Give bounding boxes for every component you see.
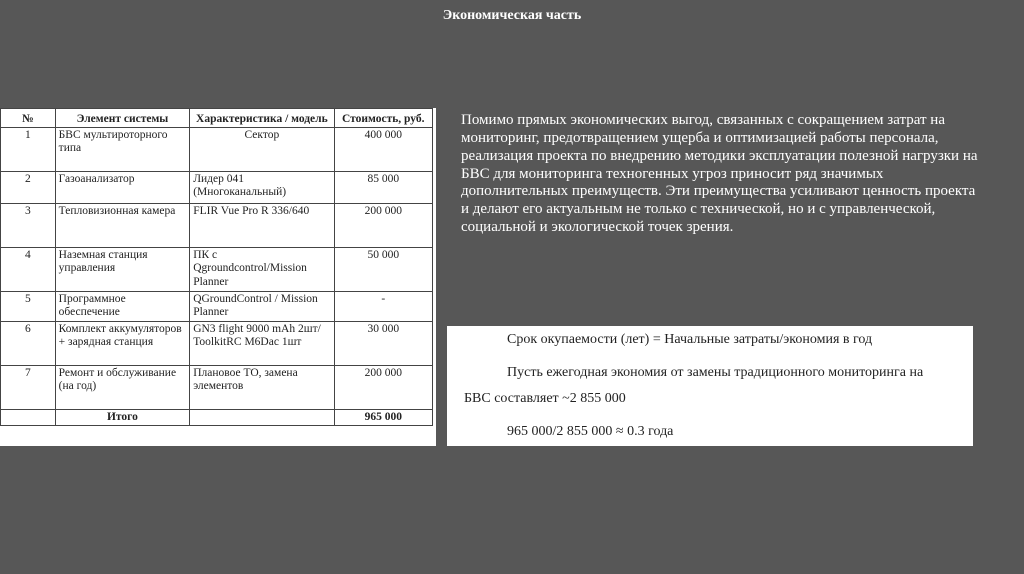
- header-model: Характеристика / модель: [190, 109, 334, 128]
- row-element: Тепловизионная камера: [55, 204, 190, 248]
- row-model: Плановое ТО, замена элементов: [190, 365, 334, 409]
- row-model: FLIR Vue Pro R 336/640: [190, 204, 334, 248]
- total-value: 965 000: [334, 409, 432, 425]
- row-cost: 400 000: [334, 128, 432, 172]
- table-row: [1, 204, 433, 248]
- table-row: [1, 172, 433, 204]
- row-element: Наземная станция управления: [55, 248, 190, 292]
- row-num: 4: [1, 248, 56, 292]
- formula-line: Срок окупаемости (лет) = Начальные затраты/экономия в год: [507, 332, 873, 347]
- row-num: 5: [1, 292, 56, 321]
- row-model: ПК с Qgroundcontrol/Mission Planner: [190, 248, 334, 292]
- row-cost: 200 000: [334, 204, 432, 248]
- row-num: 1: [1, 128, 56, 172]
- row-model: QGroundControl / Mission Planner: [190, 292, 334, 321]
- formula-result: 965 000/2 855 000 ≈ 0.3 года: [507, 424, 674, 439]
- row-element: Газоанализатор: [55, 172, 190, 204]
- formula-line: Пусть ежегодная экономия от замены традиционного мониторинга на: [507, 365, 924, 380]
- row-element: Программное обеспечение: [55, 292, 190, 321]
- total-model-cell: [190, 409, 334, 425]
- table-row: [1, 248, 433, 292]
- header-num: №: [1, 109, 56, 128]
- cost-table: [0, 108, 433, 426]
- cost-table-panel: [0, 108, 436, 446]
- row-cost: 30 000: [334, 321, 432, 365]
- row-element: Ремонт и обслуживание (на год): [55, 365, 190, 409]
- table-total-row: [1, 409, 433, 425]
- formula-line: БВС составляет ~2 855 000: [464, 391, 626, 406]
- row-num: 7: [1, 365, 56, 409]
- total-num-cell: [1, 409, 56, 425]
- row-num: 6: [1, 321, 56, 365]
- slide-title: Экономическая часть: [442, 8, 582, 23]
- table-row: [1, 321, 433, 365]
- table-row: [1, 365, 433, 409]
- row-cost: -: [334, 292, 432, 321]
- table-row: [1, 128, 433, 172]
- row-cost: 50 000: [334, 248, 432, 292]
- row-num: 3: [1, 204, 56, 248]
- total-label: Итого: [55, 409, 190, 425]
- description-text: Помимо прямых экономических выгод, связанных с сокращением затрат на мониторинг, предотвращением ущерба и оптимизацией работы персонала, реализация проекта по внедрению методики эксплуатации полезной нагрузки на БВС для мониторинга техногенных угроз приносит ряд значимых дополнительных преимуществ. Эти преимущества усиливают ценность проекта и делают его актуальным не только с технической, но и с управленческой, социальной и экологической точек зрения.: [461, 112, 978, 236]
- payback-formula-panel: [447, 326, 973, 446]
- row-element: Комплект аккумуляторов + зарядная станция: [55, 321, 190, 365]
- row-element: БВС мультироторного типа: [55, 128, 190, 172]
- row-cost: 200 000: [334, 365, 432, 409]
- row-num: 2: [1, 172, 56, 204]
- row-cost: 85 000: [334, 172, 432, 204]
- row-model: Сектор: [190, 128, 334, 172]
- row-model: GN3 flight 9000 mAh 2шт/ ToolkitRC M6Dac 1шт: [190, 321, 334, 365]
- row-model: Лидер 041 (Многоканальный): [190, 172, 334, 204]
- table-header-row: [1, 109, 433, 128]
- table-row: [1, 292, 433, 321]
- header-cost: Стоимость, руб.: [334, 109, 432, 128]
- header-element: Элемент системы: [55, 109, 190, 128]
